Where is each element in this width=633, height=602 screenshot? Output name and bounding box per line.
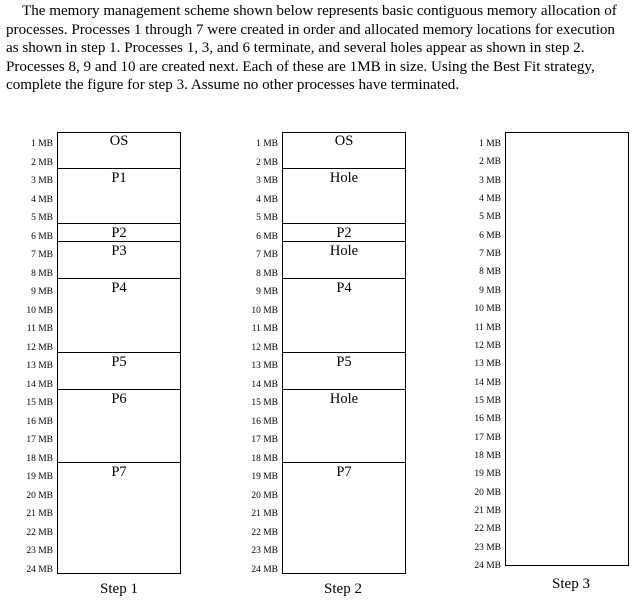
memory-block-label: P3: [111, 243, 127, 260]
mb-label: 13 MB: [26, 361, 53, 371]
memory-block-label: P2: [336, 225, 352, 241]
mb-label: 6 MB: [256, 231, 278, 242]
mb-label: 6 MB: [31, 231, 53, 242]
mb-label: 21 MB: [26, 509, 53, 519]
mb-label: 5 MB: [256, 213, 278, 223]
memory-block-label: Hole: [329, 390, 359, 407]
memory-block-label: OS: [334, 133, 354, 149]
mb-label: 11 MB: [26, 324, 53, 334]
memory-block-label: Hole: [329, 169, 359, 186]
mb-label: 19 MB: [26, 472, 53, 482]
mb-label: 22 MB: [474, 524, 501, 535]
memory-block-label: P1: [111, 169, 127, 186]
mb-label: 13 MB: [251, 361, 278, 371]
memory-block: [283, 132, 405, 169]
mb-label: 8 MB: [479, 267, 501, 278]
mb-label: 23 MB: [474, 542, 501, 553]
mb-label: 12 MB: [251, 342, 278, 353]
mb-label: 2 MB: [256, 157, 278, 168]
mb-label: 14 MB: [26, 379, 53, 390]
memory-block: [283, 279, 405, 353]
mb-label: 11 MB: [474, 322, 501, 333]
mb-label: 15 MB: [251, 398, 278, 408]
mb-label: 24 MB: [26, 564, 53, 575]
memory-block: [283, 224, 405, 242]
mb-label: 24 MB: [474, 561, 501, 572]
memory-block-label: P7: [111, 464, 127, 481]
memory-column-step-2: [282, 132, 406, 574]
mb-label: 17 MB: [26, 435, 53, 445]
mb-label: 22 MB: [26, 527, 53, 538]
mb-label: 4 MB: [256, 194, 278, 205]
mb-label: 9 MB: [31, 287, 53, 297]
memory-block-label: P5: [111, 353, 127, 370]
mb-label: 5 MB: [31, 213, 53, 223]
mb-label: 17 MB: [251, 435, 278, 445]
mb-label: 11 MB: [251, 324, 278, 334]
mb-label: 17 MB: [474, 432, 501, 443]
mb-label: 18 MB: [251, 453, 278, 464]
mb-label: 8 MB: [256, 268, 278, 279]
mb-label: 12 MB: [26, 342, 53, 353]
memory-block-label: P7: [336, 464, 352, 481]
mb-label: 21 MB: [251, 509, 278, 519]
mb-label: 7 MB: [479, 249, 501, 260]
memory-block: [58, 242, 180, 279]
mb-label: 23 MB: [26, 546, 53, 556]
memory-block-label: P4: [336, 280, 352, 297]
mb-label: 16 MB: [26, 416, 53, 427]
mb-label: 18 MB: [26, 453, 53, 464]
mb-label: 24 MB: [251, 564, 278, 575]
mb-label: 13 MB: [474, 359, 501, 370]
mb-label: 1 MB: [31, 139, 53, 149]
mb-label: 15 MB: [474, 395, 501, 406]
mb-label: 7 MB: [256, 250, 278, 260]
mb-label: 14 MB: [251, 379, 278, 390]
mb-label: 7 MB: [31, 250, 53, 260]
memory-block-label: P6: [111, 390, 127, 407]
mb-label: 12 MB: [474, 340, 501, 351]
memory-column-step-3: [505, 132, 629, 566]
step-caption: Step 1: [100, 581, 138, 597]
memory-block: [58, 224, 180, 242]
memory-block: [283, 242, 405, 279]
mb-label: 3 MB: [31, 176, 53, 186]
mb-label: 22 MB: [251, 527, 278, 538]
mb-label: 9 MB: [479, 285, 501, 296]
mb-label: 8 MB: [31, 268, 53, 279]
memory-block: [283, 390, 405, 464]
mb-label: 6 MB: [479, 230, 501, 241]
step-caption: Step 2: [324, 581, 362, 597]
mb-label: 5 MB: [479, 212, 501, 223]
mb-label: 1 MB: [256, 139, 278, 149]
mb-label: 20 MB: [251, 490, 278, 501]
mb-label: 16 MB: [474, 414, 501, 425]
mb-label: 23 MB: [251, 546, 278, 556]
mb-label: 15 MB: [26, 398, 53, 408]
mb-label: 2 MB: [479, 157, 501, 168]
mb-label: 14 MB: [474, 377, 501, 388]
mb-label: 9 MB: [256, 287, 278, 297]
memory-block: [58, 353, 180, 390]
mb-label: 20 MB: [26, 490, 53, 501]
memory-block: [283, 169, 405, 224]
memory-block: [58, 463, 180, 573]
memory-block: [58, 132, 180, 169]
mb-label: 10 MB: [251, 305, 278, 316]
problem-statement: The memory management scheme shown below represents basic contiguous memory allocation of processes. Processes 1 through 7 were created in order and allocated memory locations for execution as shown in step 1. Processes 1, 3, and 6 terminate, and several holes appear as shown in step 2. Processes 8, 9 and 10 are created next. Each of these are 1MB in size. Using the Best Fit strategy, complete the figure for step 3. Assume no other processes have terminated.: [6, 3, 617, 94]
memory-block-label: Hole: [329, 243, 359, 260]
mb-label: 18 MB: [474, 450, 501, 461]
memory-block-label: P4: [111, 280, 127, 297]
step-caption: Step 3: [552, 576, 590, 592]
memory-column-step-1: [57, 132, 181, 574]
memory-block: [283, 353, 405, 390]
mb-label: 16 MB: [251, 416, 278, 427]
memory-block-label: P5: [336, 353, 352, 370]
mb-label: 3 MB: [256, 176, 278, 186]
memory-block: [58, 390, 180, 464]
memory-block: [58, 169, 180, 224]
mb-label: 1 MB: [479, 139, 501, 149]
mb-label: 21 MB: [474, 506, 501, 516]
memory-block: [283, 463, 405, 573]
mb-label: 20 MB: [474, 487, 501, 498]
mb-label: 19 MB: [251, 472, 278, 482]
mb-label: 4 MB: [479, 194, 501, 205]
memory-block-label: OS: [109, 133, 129, 149]
memory-block: [58, 279, 180, 353]
mb-label: 10 MB: [26, 305, 53, 316]
mb-label: 3 MB: [479, 175, 501, 186]
mb-label: 10 MB: [474, 304, 501, 315]
mb-label: 2 MB: [31, 157, 53, 168]
mb-label: 4 MB: [31, 194, 53, 205]
memory-block-label: P2: [111, 225, 127, 241]
mb-label: 19 MB: [474, 469, 501, 480]
